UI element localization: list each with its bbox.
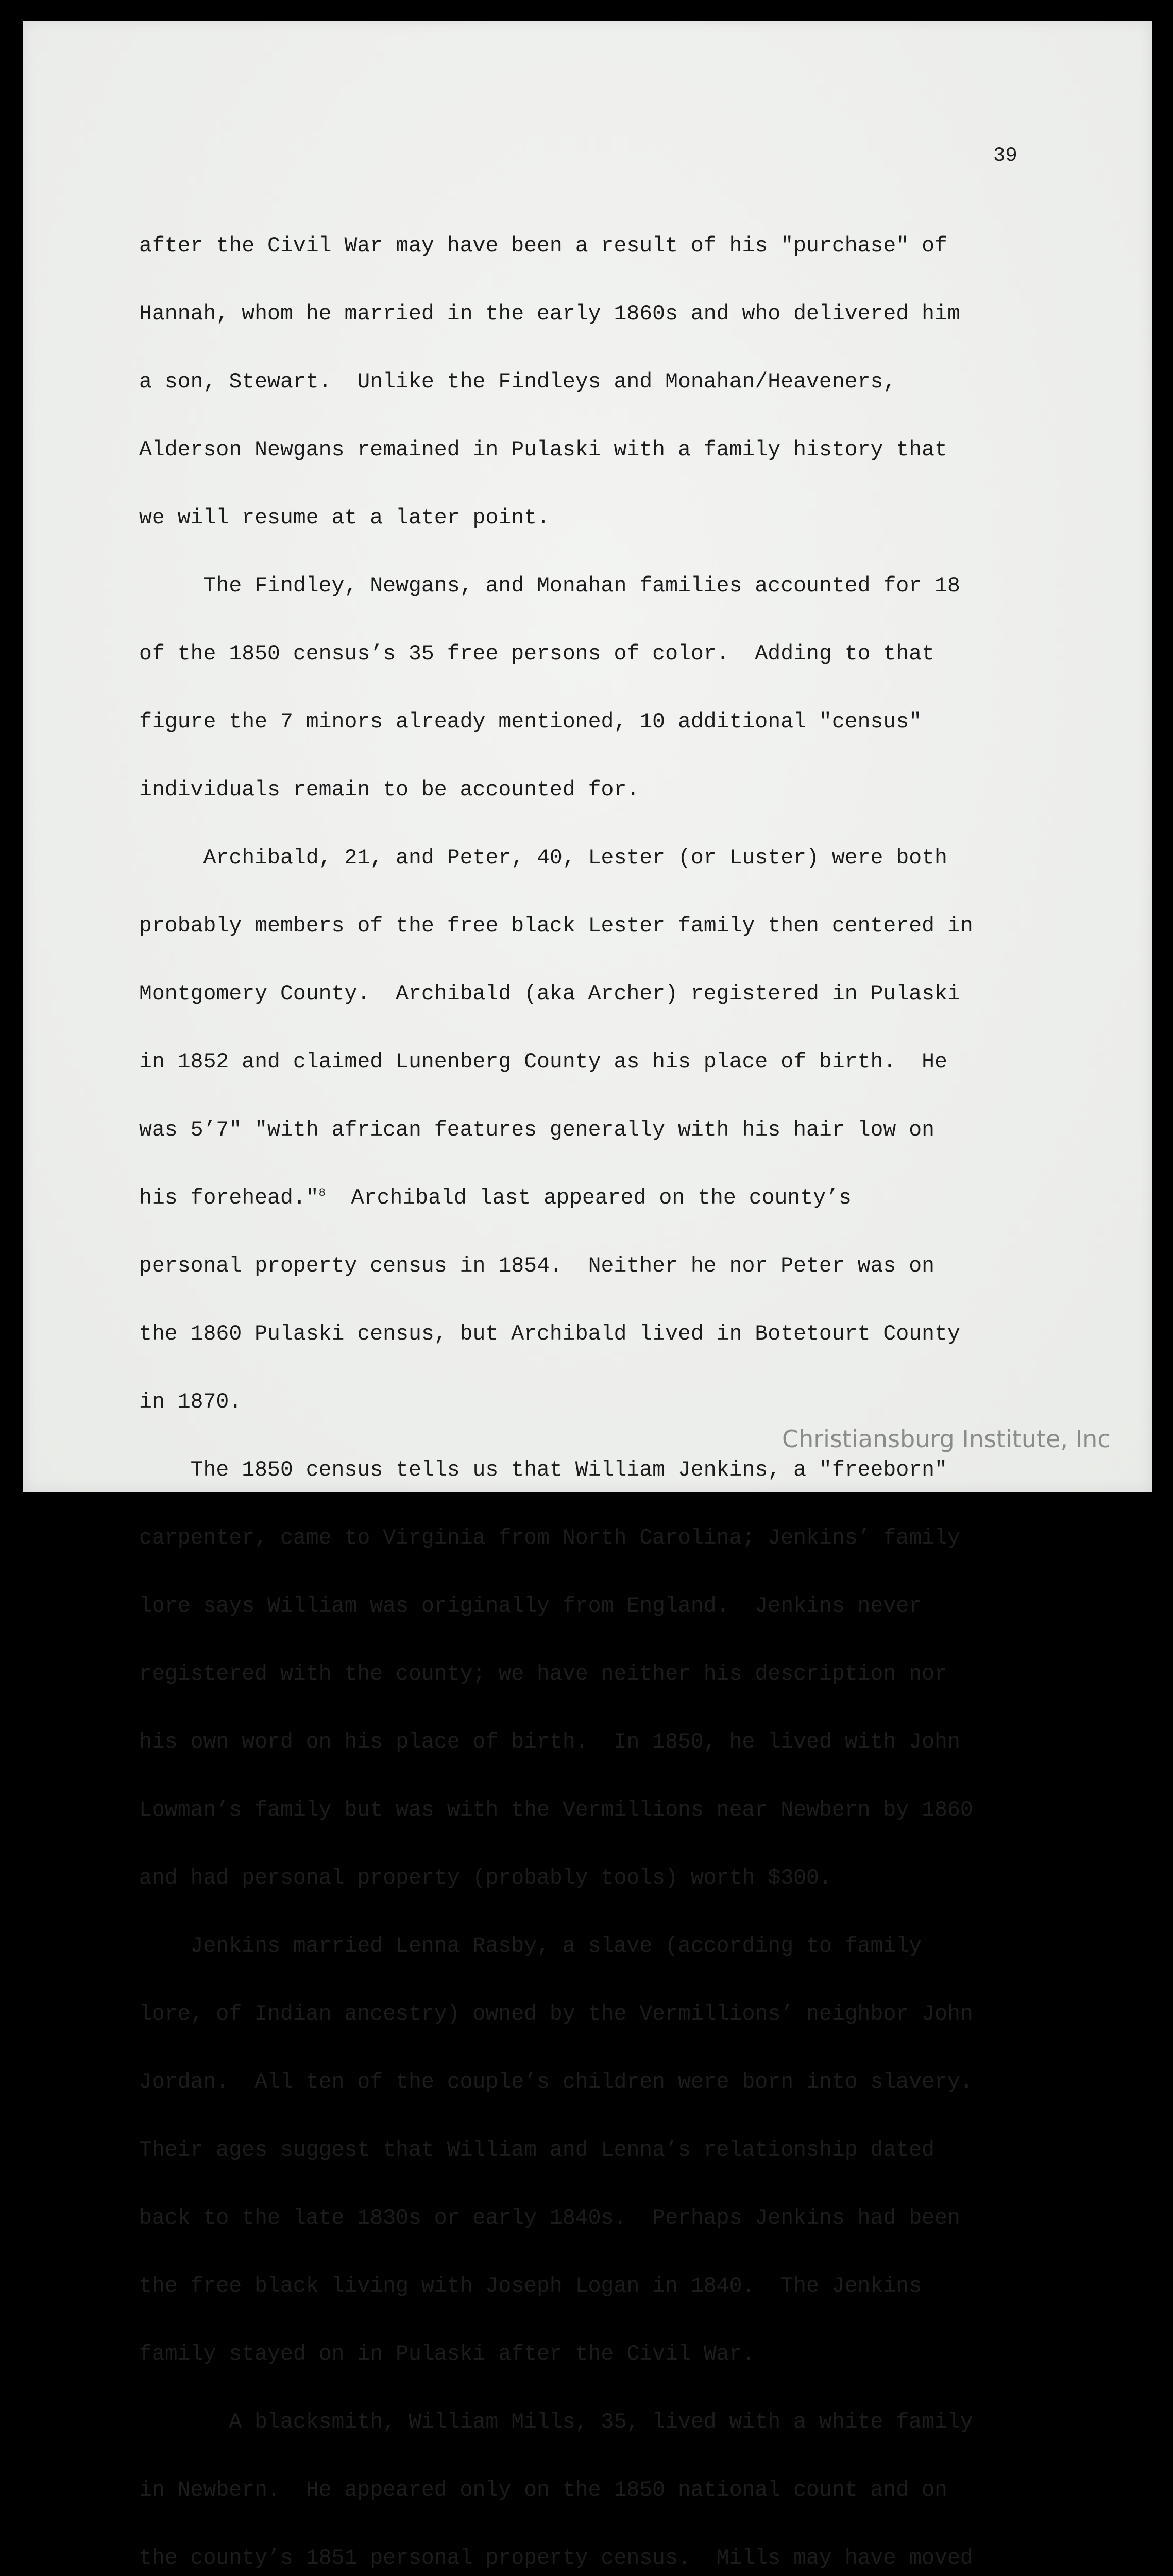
- text-line: Their ages suggest that William and Lenna’s relationship dated: [139, 2138, 935, 2162]
- text-line: Jenkins married Lenna Rasby, a slave (according to family: [139, 1934, 922, 1958]
- text-line: probably members of the free black Lester family then centered in: [139, 914, 973, 938]
- text-line: and had personal property (probably tools) worth $300.: [139, 1866, 832, 1890]
- text-line: lore, of Indian ancestry) owned by the Vermillions’ neighbor John: [139, 2002, 973, 2026]
- text-line: in 1852 and claimed Lunenberg County as his place of birth. He: [139, 1050, 947, 1074]
- text-line: the 1860 Pulaski census, but Archibald lived in Botetourt County: [139, 1322, 960, 1346]
- text-line: carpenter, came to Virginia from North Carolina; Jenkins’ family: [139, 1526, 960, 1550]
- text-line: Alderson Newgans remained in Pulaski with a family history that: [139, 438, 947, 462]
- text-line: Archibald, 21, and Peter, 40, Lester (or Luster) were both: [139, 846, 947, 870]
- text-line: Lowman’s family but was with the Vermillions near Newbern by 1860: [139, 1798, 973, 1822]
- text-line: his own word on his place of birth. In 1850, he lived with John: [139, 1730, 960, 1754]
- footnote-marker-8: 8: [318, 1187, 326, 1200]
- text-line: the free black living with Joseph Logan in 1840. The Jenkins: [139, 2274, 922, 2298]
- text-line: the county’s 1851 personal property census. Mills may have moved: [139, 2546, 973, 2570]
- text-line: in 1870.: [139, 1390, 242, 1414]
- text-line: figure the 7 minors already mentioned, 10 additional "census": [139, 710, 922, 734]
- text-line: Hannah, whom he married in the early 1860s and who delivered him: [139, 302, 960, 326]
- text-line: in Newbern. He appeared only on the 1850 national count and on: [139, 2478, 947, 2502]
- text-segment: his forehead.": [139, 1186, 319, 1210]
- page-number: 39: [993, 144, 1017, 167]
- text-line: individuals remain to be accounted for.: [139, 778, 640, 802]
- text-line: registered with the county; we have neither his description nor: [139, 1662, 947, 1686]
- watermark: Christiansburg Institute, Inc: [782, 1425, 1111, 1453]
- text-segment: Archibald last appeared on the county’s: [325, 1186, 852, 1210]
- text-line: The 1850 census tells us that William Jenkins, a "freeborn": [139, 1458, 947, 1482]
- text-line: a son, Stewart. Unlike the Findleys and Monahan/Heaveners,: [139, 370, 896, 394]
- text-line: we will resume at a later point.: [139, 506, 550, 530]
- text-line: Montgomery County. Archibald (aka Archer) registered in Pulaski: [139, 982, 960, 1006]
- text-line: The Findley, Newgans, and Monahan families accounted for 18: [139, 574, 960, 598]
- text-line: after the Civil War may have been a result of his "purchase" of: [139, 234, 947, 258]
- text-line: was 5’7" "with african features generally with his hair low on: [139, 1118, 935, 1142]
- text-line-with-footnote: [139, 1187, 1035, 1210]
- text-line: Jordan. All ten of the couple’s children were born into slavery.: [139, 2070, 973, 2094]
- body-text: [139, 190, 1035, 2576]
- text-line: personal property census in 1854. Neither he nor Peter was on: [139, 1254, 935, 1278]
- text-line: A blacksmith, William Mills, 35, lived with a white family: [139, 2410, 973, 2434]
- text-line: lore says William was originally from England. Jenkins never: [139, 1594, 922, 1618]
- text-line: family stayed on in Pulaski after the Civil War.: [139, 2342, 755, 2366]
- text-line: of the 1850 census’s 35 free persons of color. Adding to that: [139, 642, 935, 666]
- text-line: back to the late 1830s or early 1840s. Perhaps Jenkins had been: [139, 2206, 960, 2230]
